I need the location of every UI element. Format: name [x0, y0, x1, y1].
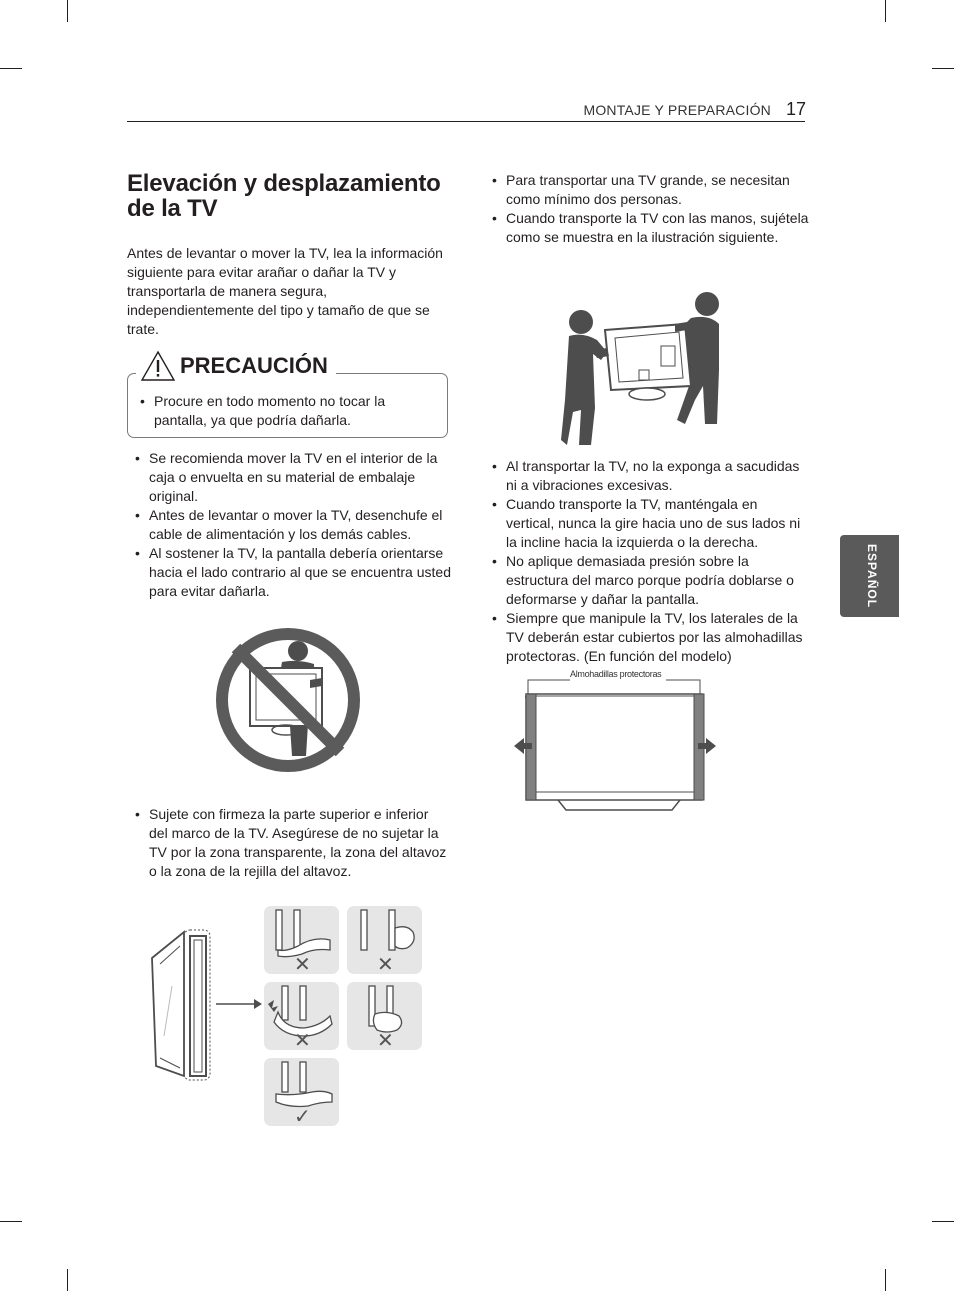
crop-mark: [67, 1269, 68, 1291]
list-item: • No aplique demasiada presión sobre la estructura del marco porque podría doblarse o deformarse y dañar la pantalla.: [484, 552, 809, 609]
protective-pads-illustration: [510, 672, 720, 817]
list-item: • Se recomienda mover la TV en el interior de la caja o envuelta en su material de embalaje original.: [127, 449, 452, 506]
crop-mark: [932, 68, 954, 69]
crop-mark: [885, 0, 886, 22]
incorrect-icon: ✕: [294, 954, 311, 976]
protective-pads-label: Almohadillas protectoras: [570, 669, 662, 679]
caution-list: [132, 392, 432, 430]
two-person-carry-illustration: [563, 290, 723, 448]
prohibited-carry-illustration: [214, 626, 362, 774]
intro-paragraph: Antes de levantar o mover la TV, lea la información siguiente para evitar arañar o dañar la TV y transportarla de manera segura, independientemente del tipo y tamaño de que se trate.: [127, 245, 443, 337]
left-bullet-list-2: [127, 805, 447, 881]
correct-icon: ✓: [294, 1106, 311, 1128]
caution-header: [136, 349, 336, 383]
page-title: Elevación y desplazamiento de la TV: [127, 170, 441, 222]
list-item: • Procure en todo momento no tocar la pantalla, ya que podría dañarla.: [132, 392, 432, 430]
header-section-title: MONTAJE Y PREPARACIÓN: [583, 102, 771, 118]
list-item: • Para transportar una TV grande, se necesitan como mínimo dos personas.: [484, 171, 809, 209]
list-item: • Sujete con firmeza la parte superior e inferior del marco de la TV. Asegúrese de no sujetar la TV por la zona transparente, la zona del altavoz o la zona de la rejilla del altavoz.: [127, 805, 447, 881]
list-item: • Al sostener la TV, la pantalla debería orientarse hacia el lado contrario al que se encuentra usted para evitar dañarla.: [127, 544, 452, 601]
tv-side-illustration: [150, 926, 270, 1086]
crop-mark: [0, 1221, 22, 1222]
caution-title: PRECAUCIÓN: [180, 353, 328, 378]
header-rule: [127, 121, 805, 122]
list-item: • Al transportar la TV, no la exponga a sacudidas ni a vibraciones excesivas.: [484, 457, 809, 495]
list-item: • Antes de levantar o mover la TV, desenchufe el cable de alimentación y los demás cables.: [127, 506, 452, 544]
crop-mark: [885, 1269, 886, 1291]
crop-mark: [932, 1221, 954, 1222]
crop-mark: [0, 68, 22, 69]
incorrect-icon: ✕: [377, 954, 394, 976]
incorrect-icon: ✕: [377, 1030, 394, 1052]
left-bullet-list: [127, 449, 452, 601]
page-number: 17: [786, 99, 807, 119]
list-item: • Siempre que manipule la TV, los laterales de la TV deberán estar cubiertos por las almohadillas protectoras. (En función del modelo): [484, 609, 809, 666]
right-bullet-list: [484, 171, 809, 247]
list-item: • Cuando transporte la TV, manténgala en vertical, nunca la gire hacia uno de sus lados ni la incline hacia la izquierda o la derecha.: [484, 495, 809, 552]
right-bullet-list-2: [484, 457, 809, 666]
language-tab-label: ESPAÑOL: [865, 543, 879, 609]
warning-icon: [140, 350, 176, 382]
list-item: • Cuando transporte la TV con las manos, sujétela como se muestra en la ilustración siguiente.: [484, 209, 809, 247]
crop-mark: [67, 0, 68, 22]
incorrect-icon: ✕: [294, 1030, 311, 1052]
